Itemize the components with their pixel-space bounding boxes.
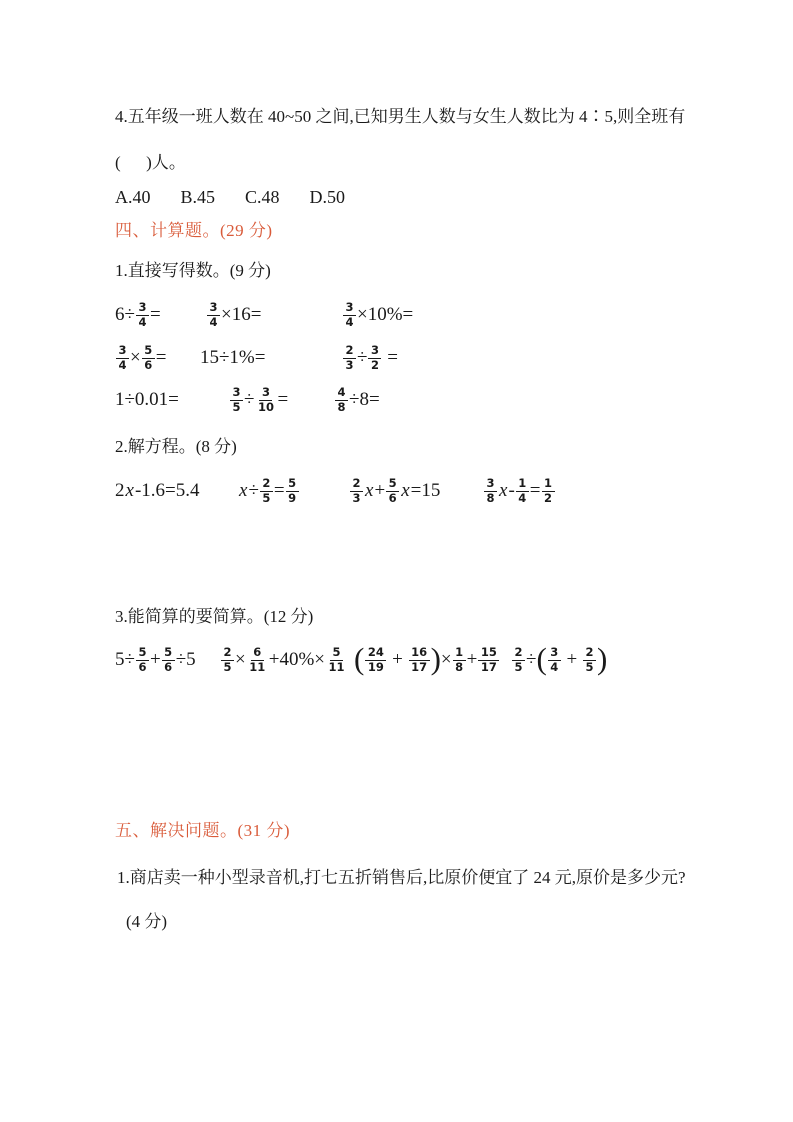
math-expression-simplify-3 [354,641,500,679]
math-expression-simplify-2 [220,641,348,679]
fraction [368,344,381,373]
math-text: + [149,649,161,670]
fraction [583,646,596,675]
math-text: = [149,304,161,325]
fraction-denominator: 5 [223,659,232,674]
math-expression-direct-1-2 [206,296,261,334]
fraction-denominator: 5 [262,490,271,505]
fraction [326,646,347,675]
subsection-1-title: 1.直接写得数。(9 分) [115,261,271,280]
fraction-numerator: 3 [548,646,561,661]
math-expression-direct-3-3 [334,381,380,419]
math-expression-equation-2 [238,472,300,510]
fraction-denominator: 5 [232,399,241,414]
fraction-numerator: 2 [583,646,596,661]
fraction [260,477,273,506]
math-text: + [561,649,583,670]
question-4-options [115,185,345,209]
fraction-numerator: 5 [286,477,299,492]
fraction-numerator: 2 [260,477,273,492]
fraction [350,477,363,506]
fraction-numerator: 1 [516,477,529,492]
fraction-denominator: 5 [585,659,594,674]
fraction-denominator: 8 [455,659,464,674]
fraction-denominator: 6 [138,659,147,674]
math-variable: x [125,480,134,501]
fraction-numerator: 1 [453,646,466,661]
math-text: ÷ [248,480,259,501]
fraction-numerator: 15 [478,646,499,661]
fraction-numerator: 3 [207,301,220,316]
fraction-numerator: 2 [221,646,234,661]
fraction [484,477,497,506]
fraction [136,646,149,675]
math-expression-equation-1 [115,472,199,510]
math-expression-simplify-4 [511,641,607,679]
fraction [247,646,268,675]
fraction-denominator: 19 [367,659,384,674]
fraction-numerator: 3 [368,344,381,359]
fraction [207,301,220,330]
fraction [409,646,430,675]
fraction [136,301,149,330]
fraction-numerator: 3 [116,344,129,359]
math-expression-simplify-1 [115,641,196,679]
option-a: A.40 [115,187,151,207]
math-variable: x [499,480,508,501]
math-text: = [382,347,398,368]
fraction-denominator: 6 [144,357,153,372]
fraction [386,477,399,506]
math-text: × [130,347,141,368]
math-text: ×10%= [357,304,414,325]
fraction-numerator: 5 [162,646,175,661]
math-expression-direct-1-1 [115,296,161,334]
fraction-numerator: 5 [330,646,343,661]
math-expression-equation-3 [349,472,440,510]
math-text: ÷8= [349,389,380,410]
fraction [512,646,525,675]
fraction [286,477,299,506]
fraction-denominator: 4 [118,357,127,372]
fraction-numerator: 2 [343,344,356,359]
problem-1-text: 1.商店卖一种小型录音机,打七五折销售后,比原价便宜了 24 元,原价是多少元? [117,868,686,887]
math-text: ÷ [357,347,368,368]
fraction-denominator: 4 [209,314,218,329]
fraction-denominator: 10 [257,399,274,414]
math-text: × [235,649,246,670]
math-text: 5÷ [115,649,135,670]
question-4-text: 4.五年级一班人数在 40~50 之间,已知男生人数与女生人数比为 4∶5,则全班有 [115,107,686,126]
math-text: + [466,649,478,670]
fraction-denominator: 9 [288,490,297,505]
fraction-numerator: 16 [409,646,430,661]
fraction-denominator: 3 [345,357,354,372]
math-text: = [273,480,285,501]
math-variable: x [239,480,248,501]
option-b: B.45 [180,187,216,207]
fraction [255,386,276,415]
math-expression-direct-1-3 [342,296,413,334]
right-parenthesis: ) [430,640,441,676]
fraction-numerator: 5 [136,646,149,661]
fraction-denominator: 6 [388,490,397,505]
fraction-numerator: 3 [259,386,272,401]
fraction [343,344,356,373]
fraction-numerator: 5 [386,477,399,492]
question-4-answer-blank: ( )人。 [115,153,186,172]
fraction-numerator: 6 [251,646,264,661]
math-variable: x [401,480,410,501]
left-parenthesis: ( [536,640,547,676]
math-text: - [508,480,515,501]
fraction [142,344,155,373]
fraction-numerator: 5 [142,344,155,359]
fraction-denominator: 2 [370,357,379,372]
math-expression-direct-2-2 [200,339,265,377]
fraction-numerator: 3 [343,301,356,316]
fraction-denominator: 4 [138,314,147,329]
option-c: C.48 [245,187,280,207]
fraction-numerator: 2 [350,477,363,492]
fraction-denominator: 4 [550,659,559,674]
fraction-denominator: 17 [411,659,428,674]
fraction-denominator: 4 [345,314,354,329]
fraction-numerator: 3 [484,477,497,492]
fraction-denominator: 4 [518,490,527,505]
fraction [335,386,348,415]
fraction-numerator: 1 [542,477,555,492]
fraction [548,646,561,675]
math-text: ×16= [221,304,262,325]
fraction [478,646,499,675]
section-5-heading: 五、解决问题。(31 分) [115,821,291,840]
fraction-denominator: 5 [514,659,523,674]
fraction [453,646,466,675]
fraction [365,646,386,675]
fraction [116,344,129,373]
fraction-denominator: 17 [480,659,497,674]
fraction-denominator: 11 [328,659,345,674]
math-expression-direct-2-1 [115,339,166,377]
math-expression-direct-2-3 [342,339,398,377]
math-text: 15÷1%= [200,347,266,368]
math-text: ÷5 [175,649,196,670]
fraction [542,477,555,506]
math-text: ÷ [244,389,255,410]
math-text: = [155,347,167,368]
fraction-numerator: 24 [365,646,386,661]
math-text: + [374,480,386,501]
math-text: = [277,389,289,410]
fraction-denominator: 3 [352,490,361,505]
math-text: =15 [410,480,441,501]
math-text: 2 [115,480,125,501]
math-expression-direct-3-2 [229,381,288,419]
math-text: 6÷ [115,304,135,325]
math-text: +40%× [268,649,326,670]
subsection-3-title: 3.能简算的要简算。(12 分) [115,607,314,626]
fraction-numerator: 3 [136,301,149,316]
right-parenthesis: ) [597,640,608,676]
option-d: D.50 [309,187,346,207]
fraction-numerator: 4 [335,386,348,401]
math-text: + [387,649,408,670]
section-4-heading: 四、计算题。(29 分) [115,221,273,240]
fraction-numerator: 2 [512,646,525,661]
math-text: -1.6=5.4 [134,480,200,501]
fraction-denominator: 8 [486,490,495,505]
math-expression-direct-3-1 [115,381,179,419]
fraction-denominator: 11 [249,659,266,674]
math-variable: x [365,480,374,501]
left-parenthesis: ( [354,640,365,676]
subsection-2-title: 2.解方程。(8 分) [115,437,237,456]
fraction-denominator: 8 [337,399,346,414]
fraction [230,386,243,415]
fraction-denominator: 6 [164,659,173,674]
fraction [162,646,175,675]
fraction [516,477,529,506]
math-text: ÷ [526,649,537,670]
math-text: × [440,649,452,670]
fraction [343,301,356,330]
fraction-numerator: 3 [230,386,243,401]
problem-1-points: (4 分) [126,912,168,931]
fraction-denominator: 2 [544,490,553,505]
math-text: 1÷0.01= [115,389,179,410]
math-text: = [529,480,541,501]
fraction [221,646,234,675]
math-expression-equation-4 [483,472,556,510]
